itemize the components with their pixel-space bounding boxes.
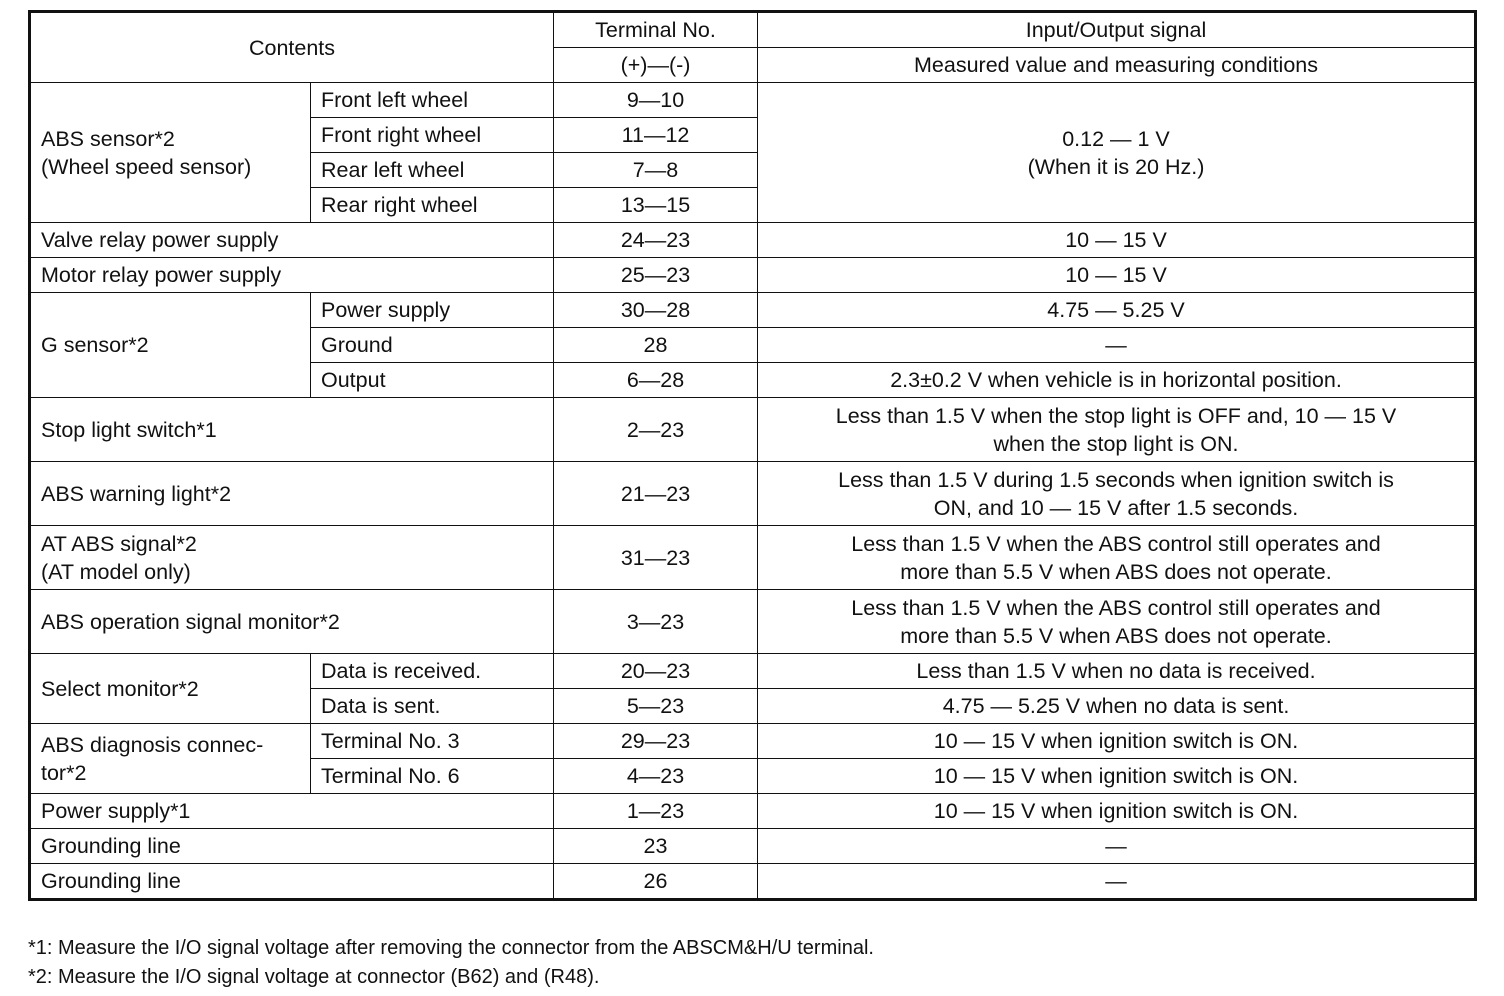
terminal-cell: 2—23	[554, 398, 758, 462]
value-cell: 2.3±0.2 V when vehicle is in horizontal position.	[758, 363, 1476, 398]
row-label: ABS operation signal monitor*2	[30, 590, 554, 654]
row-label: Valve relay power supply	[30, 223, 554, 258]
value-line: more than 5.5 V when ABS does not operate.	[900, 623, 1332, 648]
terminal-cell: 11—12	[554, 118, 758, 153]
abs-sensor-value-line2: (When it is 20 Hz.)	[1027, 154, 1205, 179]
terminal-cell: 31—23	[554, 526, 758, 590]
header-terminal-polarity: (+)—(-)	[554, 48, 758, 83]
value-cell	[758, 590, 1476, 654]
table-row	[30, 864, 1476, 900]
value-line: Less than 1.5 V when the ABS control still operates and	[851, 531, 1381, 556]
sub-item-label: Terminal No. 3	[311, 724, 554, 759]
value-cell: Less than 1.5 V when no data is received.	[758, 654, 1476, 689]
value-cell: 10 — 15 V when ignition switch is ON.	[758, 724, 1476, 759]
value-cell	[758, 398, 1476, 462]
sub-item-label: Ground	[311, 328, 554, 363]
sub-item-label: Power supply	[311, 293, 554, 328]
header-measured-conditions: Measured value and measuring conditions	[758, 48, 1476, 83]
g-sensor-label: G sensor*2	[30, 293, 311, 398]
value-line: Less than 1.5 V when the stop light is OFF and, 10 — 15 V	[835, 403, 1397, 428]
abs-sensor-label-line2: (Wheel speed sensor)	[41, 154, 252, 179]
abs-sensor-value-line1: 0.12 — 1 V	[1062, 126, 1170, 151]
abs-sensor-value	[758, 83, 1476, 223]
row-label	[30, 526, 554, 590]
terminal-cell: 24—23	[554, 223, 758, 258]
terminal-cell: 20—23	[554, 654, 758, 689]
header-contents: Contents	[30, 12, 554, 83]
footnote-1: *1: Measure the I/O signal voltage after removing the connector from the ABSCM&H/U terminal.	[28, 937, 874, 959]
footnote-2: *2: Measure the I/O signal voltage at connector (B62) and (R48).	[28, 965, 600, 988]
value-cell	[758, 526, 1476, 590]
io-signal-table	[28, 10, 1477, 901]
table-row	[30, 654, 1476, 689]
terminal-cell: 1—23	[554, 794, 758, 829]
sub-item-label: Front right wheel	[311, 118, 554, 153]
table-row	[30, 829, 1476, 864]
value-cell: 10 — 15 V when ignition switch is ON.	[758, 794, 1476, 829]
value-cell: 10 — 15 V	[758, 223, 1476, 258]
value-line: ON, and 10 — 15 V after 1.5 seconds.	[933, 495, 1299, 520]
table-row	[30, 83, 1476, 118]
terminal-cell: 30—28	[554, 293, 758, 328]
footnotes	[28, 934, 874, 991]
abs-sensor-label-line1: ABS sensor*2	[41, 126, 175, 151]
row-label: Motor relay power supply	[30, 258, 554, 293]
terminal-cell: 25—23	[554, 258, 758, 293]
terminal-cell: 29—23	[554, 724, 758, 759]
table-row	[30, 462, 1476, 526]
label-line: AT ABS signal*2	[41, 531, 197, 556]
row-label: ABS warning light*2	[30, 462, 554, 526]
table-row	[30, 398, 1476, 462]
value-line: more than 5.5 V when ABS does not operate.	[900, 559, 1332, 584]
terminal-cell: 4—23	[554, 759, 758, 794]
sub-item-label: Rear right wheel	[311, 188, 554, 223]
table-row	[30, 590, 1476, 654]
terminal-cell: 26	[554, 864, 758, 900]
terminal-spec-sheet	[28, 10, 1477, 901]
terminal-cell: 13—15	[554, 188, 758, 223]
value-cell: —	[758, 864, 1476, 900]
sub-item-label: Output	[311, 363, 554, 398]
abs-sensor-label	[30, 83, 311, 223]
sub-item-label: Data is sent.	[311, 689, 554, 724]
abs-diag-label	[30, 724, 311, 794]
row-label: Grounding line	[30, 829, 554, 864]
label-line: (AT model only)	[41, 559, 191, 584]
header-io-signal: Input/Output signal	[758, 12, 1476, 48]
sub-item-label: Data is received.	[311, 654, 554, 689]
table-row	[30, 293, 1476, 328]
label-line: ABS diagnosis connec-	[41, 732, 264, 757]
value-cell: 10 — 15 V	[758, 258, 1476, 293]
row-label: Grounding line	[30, 864, 554, 900]
sub-item-label: Rear left wheel	[311, 153, 554, 188]
table-row	[30, 724, 1476, 759]
value-cell: —	[758, 829, 1476, 864]
terminal-cell: 9—10	[554, 83, 758, 118]
value-line: when the stop light is ON.	[993, 431, 1239, 456]
terminal-cell: 7—8	[554, 153, 758, 188]
row-label: Power supply*1	[30, 794, 554, 829]
sub-item-label: Front left wheel	[311, 83, 554, 118]
value-cell: 10 — 15 V when ignition switch is ON.	[758, 759, 1476, 794]
value-line: Less than 1.5 V when the ABS control still operates and	[851, 595, 1381, 620]
row-label: Stop light switch*1	[30, 398, 554, 462]
terminal-cell: 21—23	[554, 462, 758, 526]
sub-item-label: Terminal No. 6	[311, 759, 554, 794]
terminal-cell: 23	[554, 829, 758, 864]
value-cell: 4.75 — 5.25 V when no data is sent.	[758, 689, 1476, 724]
table-row	[30, 223, 1476, 258]
select-monitor-label: Select monitor*2	[30, 654, 311, 724]
label-line: tor*2	[41, 760, 87, 785]
table-row	[30, 526, 1476, 590]
table-row	[30, 258, 1476, 293]
terminal-cell: 5—23	[554, 689, 758, 724]
header-row	[30, 12, 1476, 48]
table-row	[30, 794, 1476, 829]
value-cell: 4.75 — 5.25 V	[758, 293, 1476, 328]
terminal-cell: 28	[554, 328, 758, 363]
terminal-cell: 6—28	[554, 363, 758, 398]
header-terminal-no: Terminal No.	[554, 12, 758, 48]
value-cell: —	[758, 328, 1476, 363]
value-line: Less than 1.5 V during 1.5 seconds when ignition switch is	[838, 467, 1394, 492]
terminal-cell: 3—23	[554, 590, 758, 654]
value-cell	[758, 462, 1476, 526]
